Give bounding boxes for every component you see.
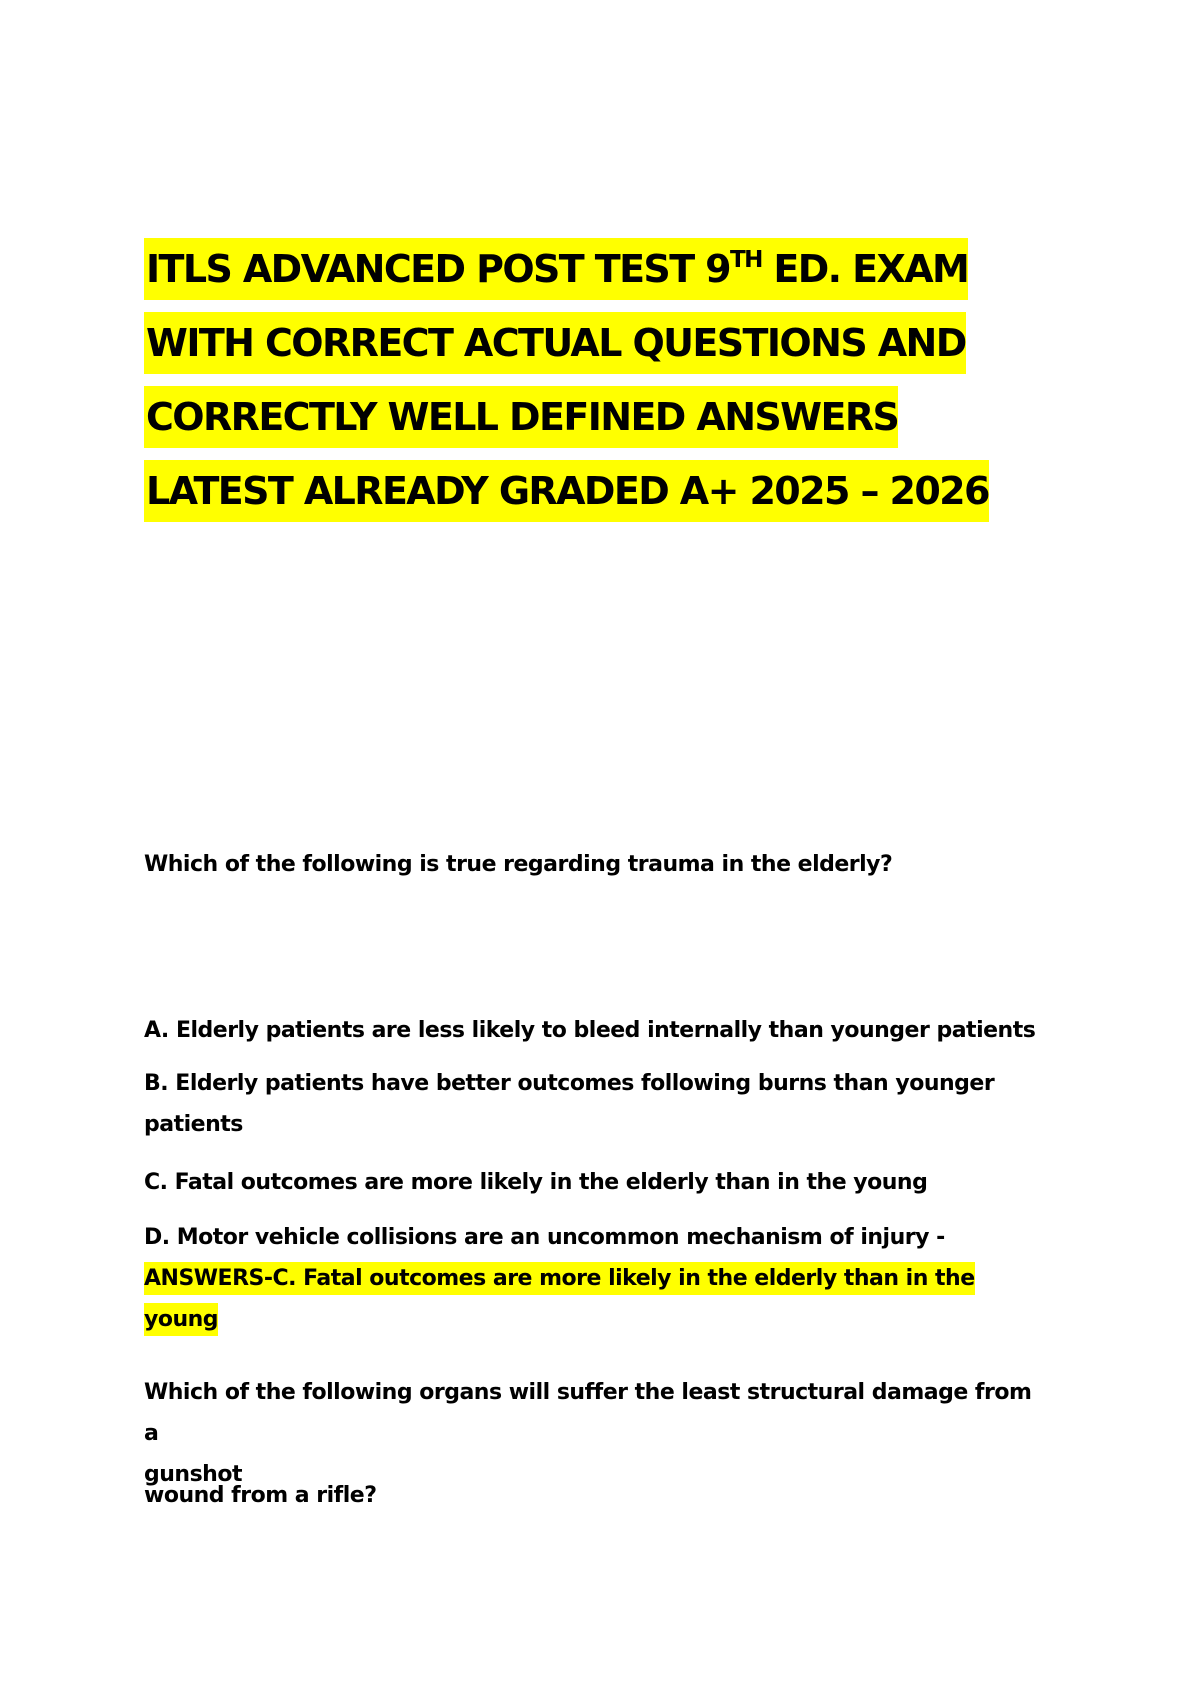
correct-answer-highlight: ANSWERS-C. Fatal outcomes are more likely in the elderly than in the young <box>144 1262 975 1336</box>
question-1-text: Which of the following is true regarding trauma in the elderly? <box>144 852 893 877</box>
question-2-line-3: wound from a rifle? <box>144 1483 377 1508</box>
question-2-line-1: Which of the following organs will suffer the least structural damage from a <box>144 1380 1032 1446</box>
title-line-1-pre: ITLS ADVANCED POST TEST 9 <box>146 247 730 291</box>
option-b-line-2: patients <box>144 1112 243 1137</box>
title-highlight-3: CORRECTLY WELL DEFINED ANSWERS <box>144 386 898 448</box>
title-highlight-2: WITH CORRECT ACTUAL QUESTIONS AND <box>144 312 966 374</box>
document-title <box>144 232 1064 528</box>
question-1-option-b <box>144 1063 1044 1145</box>
title-line-2 <box>144 306 1064 380</box>
title-line-1-post: ED. EXAM <box>761 247 969 291</box>
title-superscript: TH <box>730 247 762 273</box>
option-b-line-1: B. Elderly patients have better outcomes following burns than younger <box>144 1071 995 1096</box>
title-line-3 <box>144 380 1064 454</box>
question-1-option-a: A. Elderly patients are less likely to bleed internally than younger patients <box>144 1018 1036 1043</box>
question-2-line-2: gunshot <box>144 1462 242 1487</box>
title-highlight-1 <box>144 238 968 300</box>
title-highlight-4: LATEST ALREADY GRADED A+ 2025 – 2026 <box>144 460 989 522</box>
question-1-option-c: C. Fatal outcomes are more likely in the elderly than in the young <box>144 1170 928 1195</box>
title-line-1 <box>144 232 1064 306</box>
question-1-option-d <box>144 1217 1044 1340</box>
answer-line <box>144 1258 1044 1340</box>
title-line-4 <box>144 454 1064 528</box>
option-d-text: D. Motor vehicle collisions are an uncommon mechanism of injury - <box>144 1225 945 1250</box>
